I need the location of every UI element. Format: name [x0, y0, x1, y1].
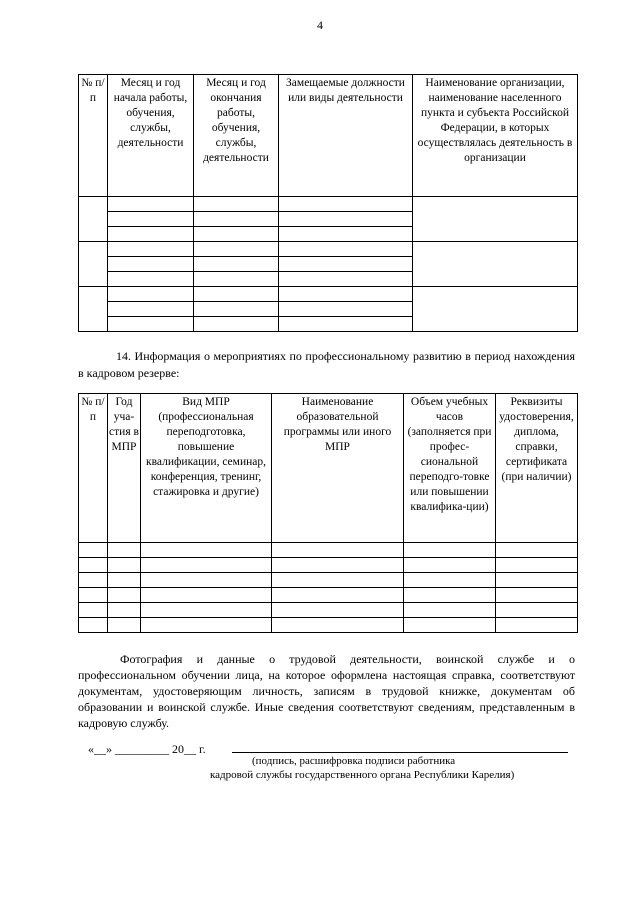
table-cell[interactable]	[404, 543, 496, 558]
position-cell[interactable]	[279, 317, 413, 332]
start-date-cell[interactable]	[108, 272, 194, 287]
position-cell[interactable]	[279, 212, 413, 227]
end-date-cell[interactable]	[194, 212, 279, 227]
table-row	[79, 573, 578, 588]
table-cell[interactable]	[496, 543, 578, 558]
col-organization-header: Наименование организации, наименование населенного пункта и субъекта Российской Федерации, в которых осуществлялась деятельность в организации	[413, 75, 578, 197]
table-cell[interactable]	[108, 543, 141, 558]
col-program-name-header: Наименование образовательной программы или иного МПР	[272, 394, 404, 543]
col-credentials-header: Реквизиты удостоверения, диплома, справки, сертификата (при наличии)	[496, 394, 578, 543]
signature-caption: (подпись, расшифровка подписи работника	[252, 755, 456, 767]
table-cell[interactable]	[108, 603, 141, 618]
row-number-cell[interactable]	[79, 197, 108, 242]
table-cell[interactable]	[404, 603, 496, 618]
table-cell[interactable]	[108, 588, 141, 603]
table-cell[interactable]	[272, 588, 404, 603]
table-cell[interactable]	[79, 558, 108, 573]
table-cell[interactable]	[496, 558, 578, 573]
table-cell[interactable]	[496, 573, 578, 588]
position-cell[interactable]	[279, 302, 413, 317]
end-date-cell[interactable]	[194, 272, 279, 287]
end-date-cell[interactable]	[194, 227, 279, 242]
position-cell[interactable]	[279, 197, 413, 212]
start-date-cell[interactable]	[108, 242, 194, 257]
professional-development-table	[78, 393, 578, 633]
organization-cell[interactable]	[413, 287, 578, 332]
end-date-cell[interactable]	[194, 197, 279, 212]
start-date-cell[interactable]	[108, 212, 194, 227]
start-date-cell[interactable]	[108, 257, 194, 272]
table-cell[interactable]	[141, 558, 272, 573]
table-row	[79, 287, 578, 302]
organization-cell[interactable]	[413, 242, 578, 287]
signature-caption-org: кадровой службы государственного органа Республики Карелия)	[210, 769, 515, 781]
position-cell[interactable]	[279, 242, 413, 257]
end-date-cell[interactable]	[194, 257, 279, 272]
table-row	[79, 618, 578, 633]
table-header-row	[79, 75, 578, 197]
col-year-header: Год уча-стия в МПР	[108, 394, 141, 543]
table-cell[interactable]	[141, 573, 272, 588]
end-date-cell[interactable]	[194, 287, 279, 302]
end-date-cell[interactable]	[194, 242, 279, 257]
table-cell[interactable]	[272, 558, 404, 573]
start-date-cell[interactable]	[108, 302, 194, 317]
signature-date-field[interactable]: «__» _________ 20__ г.	[88, 742, 206, 756]
table-cell[interactable]	[79, 618, 108, 633]
signature-line[interactable]	[232, 752, 568, 753]
col-start-date-header: Месяц и год начала работы, обучения, службы, деятельности	[108, 75, 194, 197]
table-row	[79, 543, 578, 558]
col-position-header: Замещаемые должности или виды деятельности	[279, 75, 413, 197]
table-cell[interactable]	[404, 618, 496, 633]
col-end-date-header: Месяц и год окончания работы, обучения, службы, деятельности	[194, 75, 279, 197]
table-cell[interactable]	[108, 558, 141, 573]
table-cell[interactable]	[79, 588, 108, 603]
confirmation-paragraph: Фотография и данные о трудовой деятельности, воинской службе и о профессиональном обучении лица, на которое оформлена настоящая справка, соответствуют документам, удостоверяющим личность, записям в трудовой книжке, документам об образовании и воинской службе. Иные сведения соответствуют сведениям, представленным в кадровую службу.	[78, 652, 575, 730]
table-cell[interactable]	[141, 543, 272, 558]
col-number-header: № п/п	[79, 394, 108, 543]
row-number-cell[interactable]	[79, 242, 108, 287]
table-row	[79, 603, 578, 618]
table-cell[interactable]	[272, 543, 404, 558]
table-cell[interactable]	[141, 588, 272, 603]
position-cell[interactable]	[279, 257, 413, 272]
start-date-cell[interactable]	[108, 287, 194, 302]
position-cell[interactable]	[279, 287, 413, 302]
start-date-cell[interactable]	[108, 227, 194, 242]
table-row	[79, 197, 578, 212]
start-date-cell[interactable]	[108, 197, 194, 212]
table-cell[interactable]	[496, 588, 578, 603]
table-cell[interactable]	[404, 558, 496, 573]
table-cell[interactable]	[496, 618, 578, 633]
table-header-row	[79, 394, 578, 543]
table-cell[interactable]	[79, 543, 108, 558]
table-cell[interactable]	[141, 618, 272, 633]
organization-cell[interactable]	[413, 197, 578, 242]
table-cell[interactable]	[141, 603, 272, 618]
start-date-cell[interactable]	[108, 317, 194, 332]
table-row	[79, 588, 578, 603]
table-cell[interactable]	[272, 573, 404, 588]
table-cell[interactable]	[108, 618, 141, 633]
table-cell[interactable]	[79, 603, 108, 618]
table-cell[interactable]	[108, 573, 141, 588]
table-row	[79, 558, 578, 573]
table-cell[interactable]	[404, 588, 496, 603]
section-14-title: 14. Информация о мероприятиях по профессиональному развитию в период нахождения в кадровом резерве:	[78, 349, 575, 380]
table-row	[79, 242, 578, 257]
col-number-header: № п/п	[79, 75, 108, 197]
position-cell[interactable]	[279, 272, 413, 287]
col-hours-header: Объем учебных часов (заполняется при профес-сиональной переподго-товке или повышении квалифика-ции)	[404, 394, 496, 543]
col-mpr-type-header: Вид МПР (профессиональная переподготовка, повышение квалификации, семинар, конференция, тренинг, стажировка и другие)	[141, 394, 272, 543]
table-cell[interactable]	[272, 618, 404, 633]
table-cell[interactable]	[404, 573, 496, 588]
table-cell[interactable]	[496, 603, 578, 618]
end-date-cell[interactable]	[194, 317, 279, 332]
table-cell[interactable]	[79, 573, 108, 588]
employment-history-table	[78, 74, 578, 332]
end-date-cell[interactable]	[194, 302, 279, 317]
position-cell[interactable]	[279, 227, 413, 242]
row-number-cell[interactable]	[79, 287, 108, 332]
page-number: 4	[317, 18, 323, 32]
table-cell[interactable]	[272, 603, 404, 618]
